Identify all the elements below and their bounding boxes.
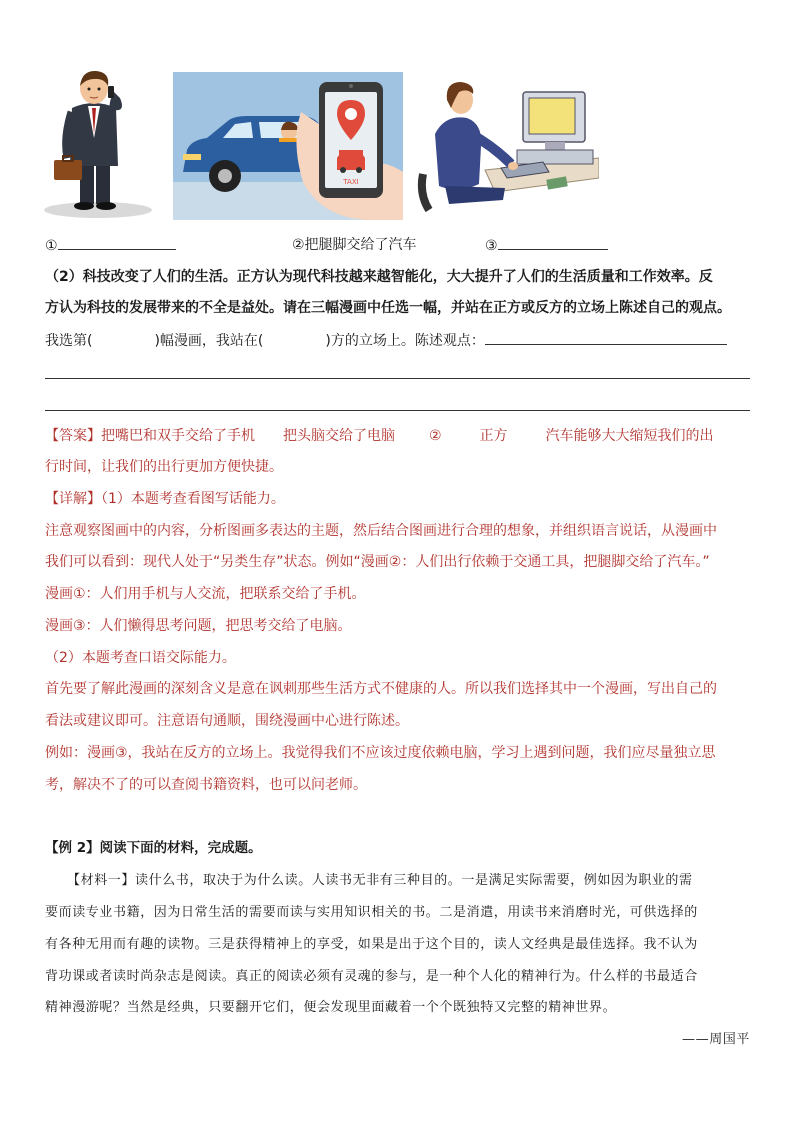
answer-item-4: 正方 [479, 428, 508, 444]
detail-line1 [45, 490, 755, 508]
car-and-phone-app-illustration [173, 72, 403, 220]
detail-p3-num: ② [388, 554, 402, 570]
answer-item-5: 汽车能够大大缩短我们的出 [545, 428, 714, 444]
detail-p10: 考，解决不了的可以查阅书籍资料，也可以问老师。 [45, 777, 367, 793]
man-at-computer-illustration [415, 74, 599, 216]
answer-line2: 行时间，让我们的出行更加方便快捷。 [45, 459, 283, 475]
answer-rule-2[interactable] [45, 410, 750, 411]
example2-title: 【例 2】阅读下面的材料，完成题。 [45, 840, 262, 856]
question2-line1: （2）科技改变了人们的生活。正方认为现代科技越来越智能化，大大提升了人们的生活质量和工作效率。反 [45, 269, 713, 285]
caption-1 [45, 236, 176, 255]
material-line4: 背功课或者读时尚杂志是阅读。真正的阅读必须有灵魂的参与，是一种个人化的精神行为。什么样的书最适合 [45, 969, 698, 984]
material-author: ——周国平 [682, 1032, 750, 1047]
material-line5: 精神漫游呢？当然是经典，只要翻开它们，便会发现里面藏着一个个既独特又完整的精神世界。 [45, 1000, 617, 1015]
material-line1: 【材料一】读什么书，取决于为什么读。人读书无非有三种目的。一是满足实际需要，例如因为职业的需 [67, 873, 693, 888]
detail-p8: 看法或建议即可。注意语句通顺，围绕漫画中心进行陈述。 [45, 713, 409, 729]
detail-p9: 例如：漫画③，我站在反方的立场上。我觉得我们不应该过度依赖电脑，学习上遇到问题，我们应尽量独立思 [45, 745, 716, 761]
answer-line1 [45, 427, 755, 445]
fill-part-c: )方的立场上。陈述观点： [325, 333, 485, 349]
caption-1-number: ① [45, 238, 58, 254]
fill-part-a: 我选第( [45, 333, 93, 349]
taxi-sign-text: TAXI [343, 178, 359, 186]
caption-1-blank[interactable] [58, 236, 176, 250]
caption-3 [485, 236, 608, 255]
question2-fill-line [45, 331, 755, 350]
detail-p3 [45, 553, 755, 571]
material-line3: 有各种无用而有趣的读物。三是获得精神上的享受，如果是出于这个目的，读人文经典是最佳选择。我不认为 [45, 937, 698, 952]
question2-line2: 方认为科技的发展带来的不全是益处。请在三幅漫画中任选一幅，并站在正方或反方的立场上陈述自己的观点。 [45, 300, 731, 316]
caption-3-number: ③ [485, 238, 498, 254]
answer-item-1: 把嘴巴和双手交给了手机 [101, 428, 255, 444]
detail-p2: 注意观察图画中的内容，分析图画多表达的主题，然后结合图画进行合理的想象，并组织语言说话，从漫画中 [45, 523, 717, 539]
material-line2: 要而读专业书籍，因为日常生活的需要而读与实用知识相关的书。二是消遣，用读书来消磨时光，可供选择的 [45, 905, 698, 920]
caption-2: ②把腿脚交给了汽车 [292, 237, 417, 253]
businessman-phone-illustration [44, 68, 156, 220]
caption-3-blank[interactable] [498, 236, 608, 250]
detail-p6: （2）本题考查口语交际能力。 [45, 650, 236, 666]
fill-part-b: )幅漫画，我站在( [154, 333, 264, 349]
detail-label: 【详解】 [45, 491, 101, 507]
detail-p1: （1）本题考查看图写话能力。 [101, 491, 285, 507]
detail-p4: 漫画①：人们用手机与人交流，把联系交给了手机。 [45, 586, 366, 602]
detail-p5: 漫画③：人们懒得思考问题，把思考交给了电脑。 [45, 618, 352, 634]
detail-p3-a: 我们可以看到：现代人处于“另类生存”状态。例如“漫画 [45, 554, 389, 570]
opinion-blank[interactable] [485, 331, 727, 345]
detail-p3-c: ：人们出行依赖于交通工具，把腿脚交给了汽车。” [401, 554, 710, 570]
answer-label: 【答案】 [45, 428, 101, 444]
answer-item-3: ② [429, 428, 442, 444]
answer-rule-1[interactable] [45, 378, 750, 379]
answer-item-2: 把头脑交给了电脑 [283, 428, 395, 444]
detail-p7: 首先要了解此漫画的深刻含义是意在讽刺那些生活方式不健康的人。所以我们选择其中一个漫画，写出自己的 [45, 681, 717, 697]
